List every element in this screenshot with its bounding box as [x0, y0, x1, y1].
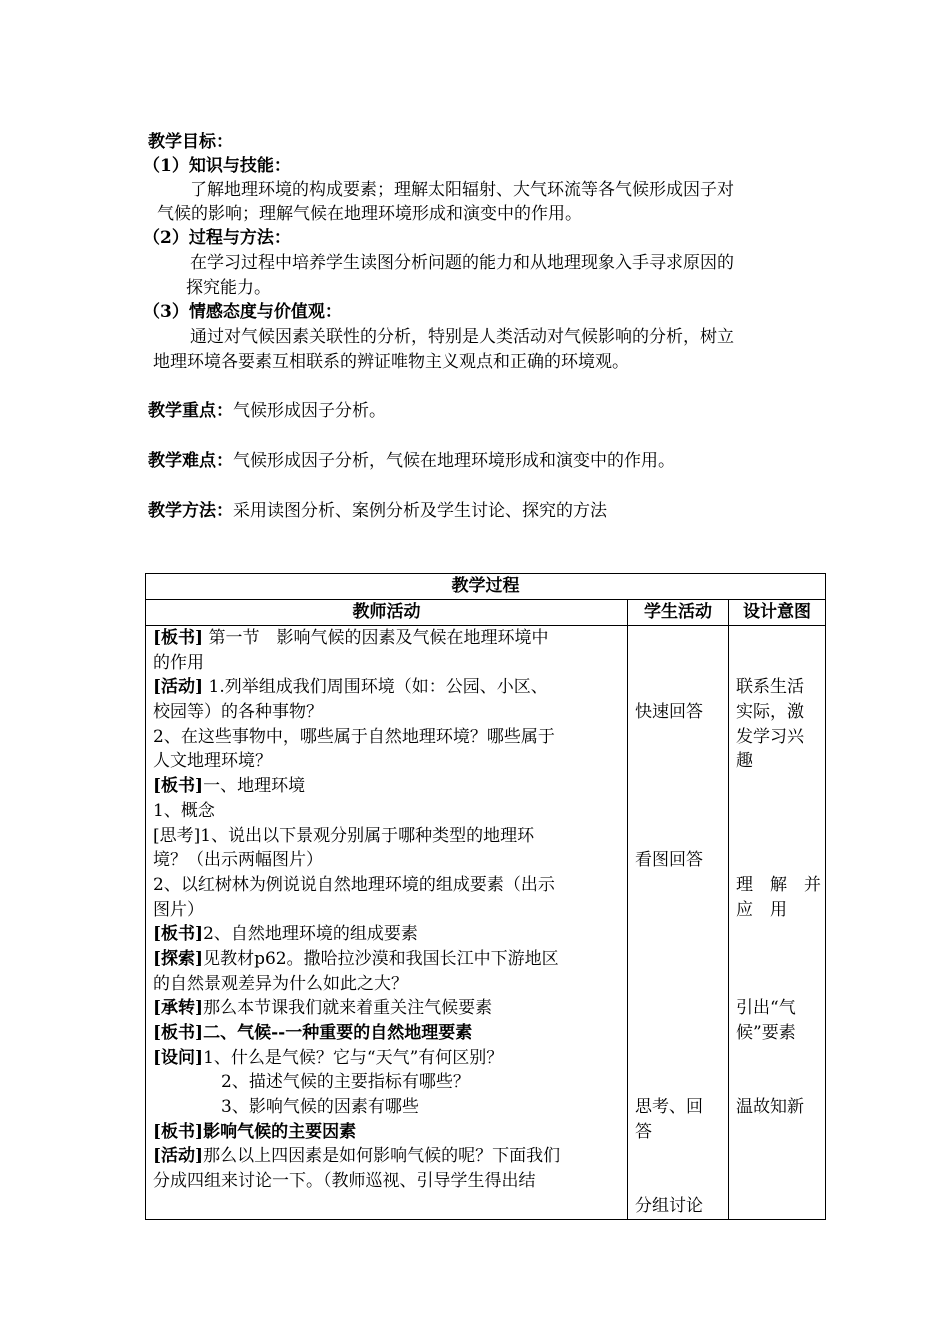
teacher-line: [153, 996, 620, 1021]
board-tag: [设问]: [153, 1047, 204, 1068]
teacher-line-text: 2、描述气候的主要指标有哪些？: [153, 1072, 470, 1093]
teacher-line: [153, 848, 620, 873]
intent-apply-2: 应 用: [736, 899, 787, 920]
intent-life-4: 趣: [736, 751, 753, 772]
teacher-line-text: 一、地理环境: [203, 776, 306, 797]
teacher-line-text: 那么以上四因素是如何影响气候的呢？下面我们: [203, 1146, 561, 1167]
teacher-line-text: 1、概念: [153, 800, 215, 821]
intent-life-2: 实际，激: [736, 702, 804, 723]
teacher-line-text: 1、什么是气候？它与“天气”有何区别？: [203, 1047, 504, 1068]
key-point-label: 教学重点：: [148, 401, 233, 421]
teacher-line: [153, 972, 620, 997]
teacher-line-text: 校园等）的各种事物？: [153, 702, 323, 723]
teacher-line-text: 2、以红树林为例说说自然地理环境的组成要素（出示: [153, 874, 555, 895]
objective-2-title: （2）过程与方法：: [143, 228, 291, 248]
teacher-line: [153, 675, 620, 700]
board-tag: [板书]: [153, 1023, 204, 1043]
student-group-discussion: 分组讨论: [635, 1195, 703, 1216]
teacher-activity-cell: [146, 626, 628, 1220]
objective-2-text-cont: 探究能力。: [186, 278, 271, 298]
teacher-line-text: 分成四组来讨论一下。（教师巡视、引导学生得出结: [153, 1171, 536, 1192]
board-tag: [板书]: [153, 628, 204, 648]
teacher-line-text: [思考]1、说出以下景观分别属于哪种类型的地理环: [153, 825, 535, 846]
difficulty-point: [148, 449, 675, 473]
intent-climate-2: 候”要素: [736, 1023, 796, 1043]
teacher-line-text: 第一节 影响气候的因素及气候在地理环境中: [203, 628, 549, 648]
teacher-line-text: 那么本节课我们就来着重关注气候要素: [203, 998, 493, 1019]
objective-2-text: 在学习过程中培养学生读图分析问题的能力和从地理现象入手寻求原因的: [190, 253, 734, 273]
method-text: 采用读图分析、案例分析及学生讨论、探究的方法: [233, 501, 607, 521]
header-teacher: 教师活动: [146, 600, 628, 626]
objective-3-text: 通过对气候因素关联性的分析，特别是人类活动对气候影响的分析，树立: [190, 327, 734, 347]
intent-climate-1: 引出“气: [736, 998, 796, 1019]
teacher-line-text: 的作用: [153, 652, 204, 673]
process-title: 教学过程: [146, 574, 826, 600]
board-tag: [板书]: [153, 924, 204, 945]
teacher-line-text: 2、在这些事物中，哪些属于自然地理环境？哪些属于: [153, 726, 555, 747]
teacher-line: [153, 947, 620, 972]
teacher-line-text: 影响气候的主要因素: [203, 1121, 357, 1142]
board-tag: [承转]: [153, 998, 204, 1019]
teacher-line: [153, 824, 620, 849]
teacher-line: [153, 1144, 620, 1169]
board-tag: [活动]: [153, 677, 204, 698]
board-tag: [探索]: [153, 948, 204, 969]
objective-3-text-cont: 地理环境各要素互相联系的辨证唯物主义观点和正确的环境观。: [153, 352, 629, 372]
intent-life-1: 联系生活: [736, 677, 804, 698]
teacher-line: [153, 799, 620, 824]
board-tag: [板书]: [153, 1121, 204, 1142]
teacher-line: [153, 1120, 620, 1145]
teacher-line: [153, 1046, 620, 1071]
header-intent: 设计意图: [729, 600, 826, 626]
teacher-line: [153, 922, 620, 947]
method-label: 教学方法：: [148, 501, 233, 521]
teacher-line-text: 1.列举组成我们周围环境（如：公园、小区、: [203, 677, 548, 698]
teacher-line: [153, 749, 620, 774]
teacher-line-text: 见教材p62。撒哈拉沙漠和我国长江中下游地区: [203, 948, 559, 969]
teacher-line: [153, 651, 620, 676]
student-think-answer-cont: 答: [635, 1121, 652, 1142]
teacher-line: [153, 898, 620, 923]
teacher-line-text: 境？（出示两幅图片）: [153, 850, 323, 871]
teaching-method: [148, 499, 607, 523]
difficulty-label: 教学难点：: [148, 451, 233, 471]
objective-1-text-cont: 气候的影响；理解气候在地理环境形成和演变中的作用。: [157, 204, 582, 224]
student-answer-picture: 看图回答: [635, 850, 703, 871]
objective-1-text: 了解地理环境的构成要素；理解太阳辐射、大气环流等各气候形成因子对: [190, 180, 734, 200]
teacher-line-text: 图片）: [153, 899, 204, 920]
intent-review: 温故知新: [736, 1097, 804, 1118]
student-activity-cell: [628, 626, 729, 1220]
intent-life-3: 发学习兴: [736, 726, 804, 747]
teacher-line-text: 人文地理环境？: [153, 751, 272, 772]
intent-apply-1: 理 解 并: [736, 874, 821, 895]
board-tag: [活动]: [153, 1146, 204, 1167]
teacher-line: [153, 1070, 620, 1095]
key-point: [148, 399, 386, 423]
teacher-line: [153, 1095, 620, 1120]
teacher-line: [153, 725, 620, 750]
teacher-line: [153, 626, 620, 651]
student-think-answer: 思考、回: [635, 1097, 703, 1118]
key-point-text: 气候形成因子分析。: [233, 401, 386, 421]
teacher-line-text: 的自然景观差异为什么如此之大？: [153, 973, 408, 994]
objectives-heading: 教学目标：: [148, 132, 233, 152]
objective-3-title: （3）情感态度与价值观：: [143, 302, 342, 322]
teacher-line: [153, 774, 620, 799]
teacher-line-text: 3、影响气候的因素有哪些: [153, 1097, 419, 1118]
teacher-line: [153, 700, 620, 725]
objective-1-title: （1）知识与技能：: [143, 156, 291, 176]
teacher-line: [153, 1021, 620, 1046]
board-tag: [板书]: [153, 776, 204, 797]
teacher-line: [153, 1169, 620, 1194]
difficulty-text: 气候形成因子分析，气候在地理环境形成和演变中的作用。: [233, 451, 675, 471]
teacher-line-text: 2、自然地理环境的组成要素: [203, 924, 418, 945]
header-student: 学生活动: [628, 600, 729, 626]
teacher-line: [153, 873, 620, 898]
student-answer-quick: 快速回答: [635, 702, 703, 723]
design-intent-cell: [729, 626, 826, 1220]
process-table: [145, 573, 826, 1220]
teacher-line-text: 二、气候--一种重要的自然地理要素: [203, 1023, 473, 1043]
